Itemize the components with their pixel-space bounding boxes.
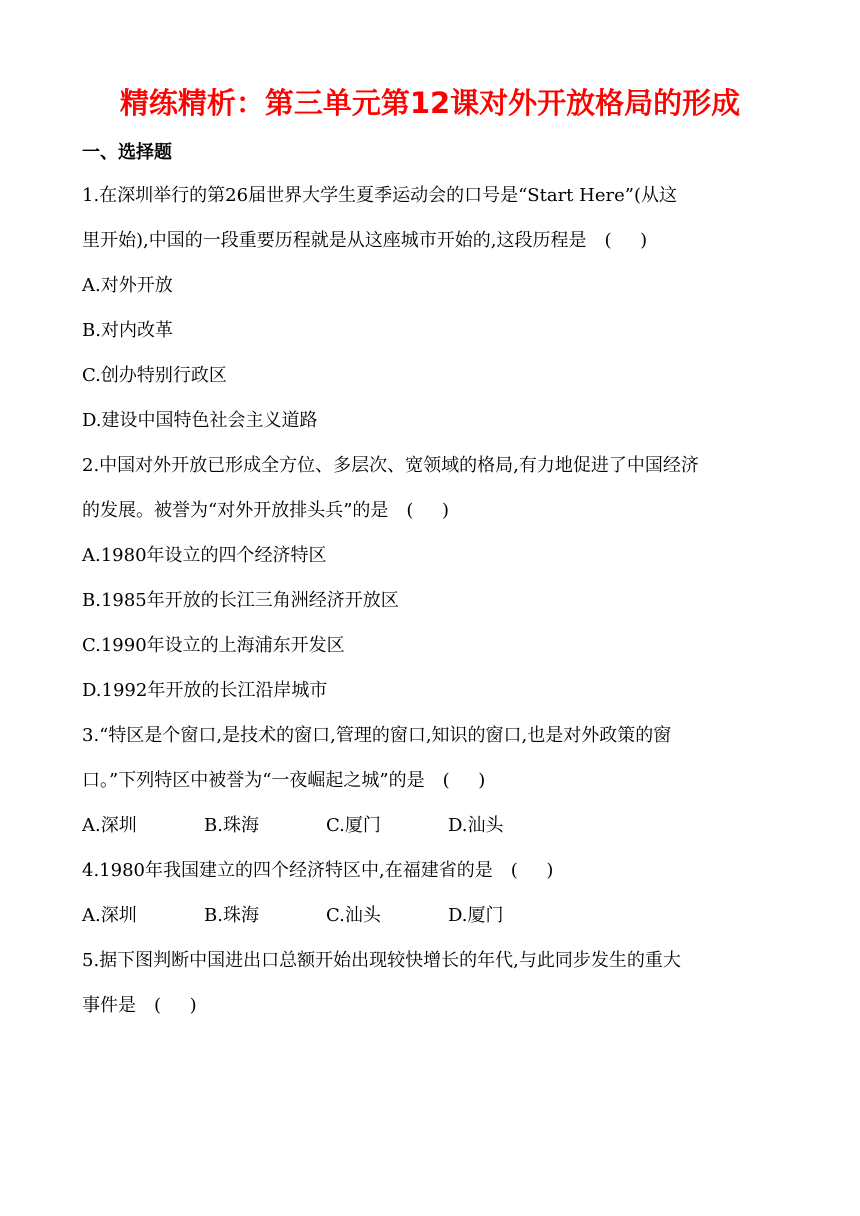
- option-4c: C.汕头: [326, 905, 381, 926]
- option-1a: A.对外开放: [82, 275, 173, 296]
- question-5-line-2: [82, 993, 197, 1019]
- option-4d: D.厦门: [448, 905, 504, 926]
- option-3a: A.深圳: [82, 815, 137, 836]
- question-4-stem: 4.1980年我国建立的四个经济特区中,在福建省的是: [82, 860, 493, 881]
- option-1d: D.建设中国特色社会主义道路: [82, 410, 318, 431]
- section-heading: 一、选择题: [82, 142, 172, 163]
- option-1b: B.对内改革: [82, 320, 173, 341]
- option-2a: A.1980年设立的四个经济特区: [82, 545, 327, 566]
- question-3-stem-end: 口。”下列特区中被誉为“一夜崛起之城”的是: [82, 770, 425, 791]
- option-3c: C.厦门: [326, 815, 381, 836]
- answer-blank: ( ): [442, 770, 486, 791]
- question-4-options: [82, 903, 570, 929]
- answer-blank: ( ): [510, 860, 554, 881]
- question-3-options: [82, 813, 570, 839]
- question-5-line-1: 5.据下图判断中国进出口总额开始出现较快增长的年代,与此同步发生的重大: [82, 950, 681, 971]
- option-2d: D.1992年开放的长江沿岸城市: [82, 680, 328, 701]
- question-2-line-1: 2.中国对外开放已形成全方位、多层次、宽领域的格局,有力地促进了中国经济: [82, 455, 699, 476]
- document-title: 精练精析：第三单元第12课对外开放格局的形成: [119, 86, 741, 120]
- option-2b: B.1985年开放的长江三角洲经济开放区: [82, 590, 399, 611]
- option-1c: C.创办特别行政区: [82, 365, 227, 386]
- question-1-line-2: [82, 228, 647, 254]
- option-4a: A.深圳: [82, 905, 137, 926]
- answer-blank: ( ): [406, 500, 450, 521]
- option-3d: D.汕头: [448, 815, 504, 836]
- question-2-line-2: [82, 498, 449, 524]
- question-5-stem-end: 事件是: [82, 995, 136, 1016]
- option-4b: B.珠海: [204, 905, 259, 926]
- answer-blank: ( ): [604, 230, 648, 251]
- answer-blank: ( ): [154, 995, 197, 1016]
- question-3-line-2: [82, 768, 485, 794]
- question-4-line-1: [82, 858, 553, 884]
- option-3b: B.珠海: [204, 815, 259, 836]
- question-1-line-1: 1.在深圳举行的第26届世界大学生夏季运动会的口号是“Start Here”(从这: [82, 185, 677, 206]
- question-2-stem-end: 的发展。被誉为“对外开放排头兵”的是: [82, 500, 389, 521]
- question-1-stem-end: 里开始),中国的一段重要历程就是从这座城市开始的,这段历程是: [82, 230, 587, 251]
- option-2c: C.1990年设立的上海浦东开发区: [82, 635, 345, 656]
- question-3-line-1: 3.“特区是个窗口,是技术的窗口,管理的窗口,知识的窗口,也是对外政策的窗: [82, 725, 672, 746]
